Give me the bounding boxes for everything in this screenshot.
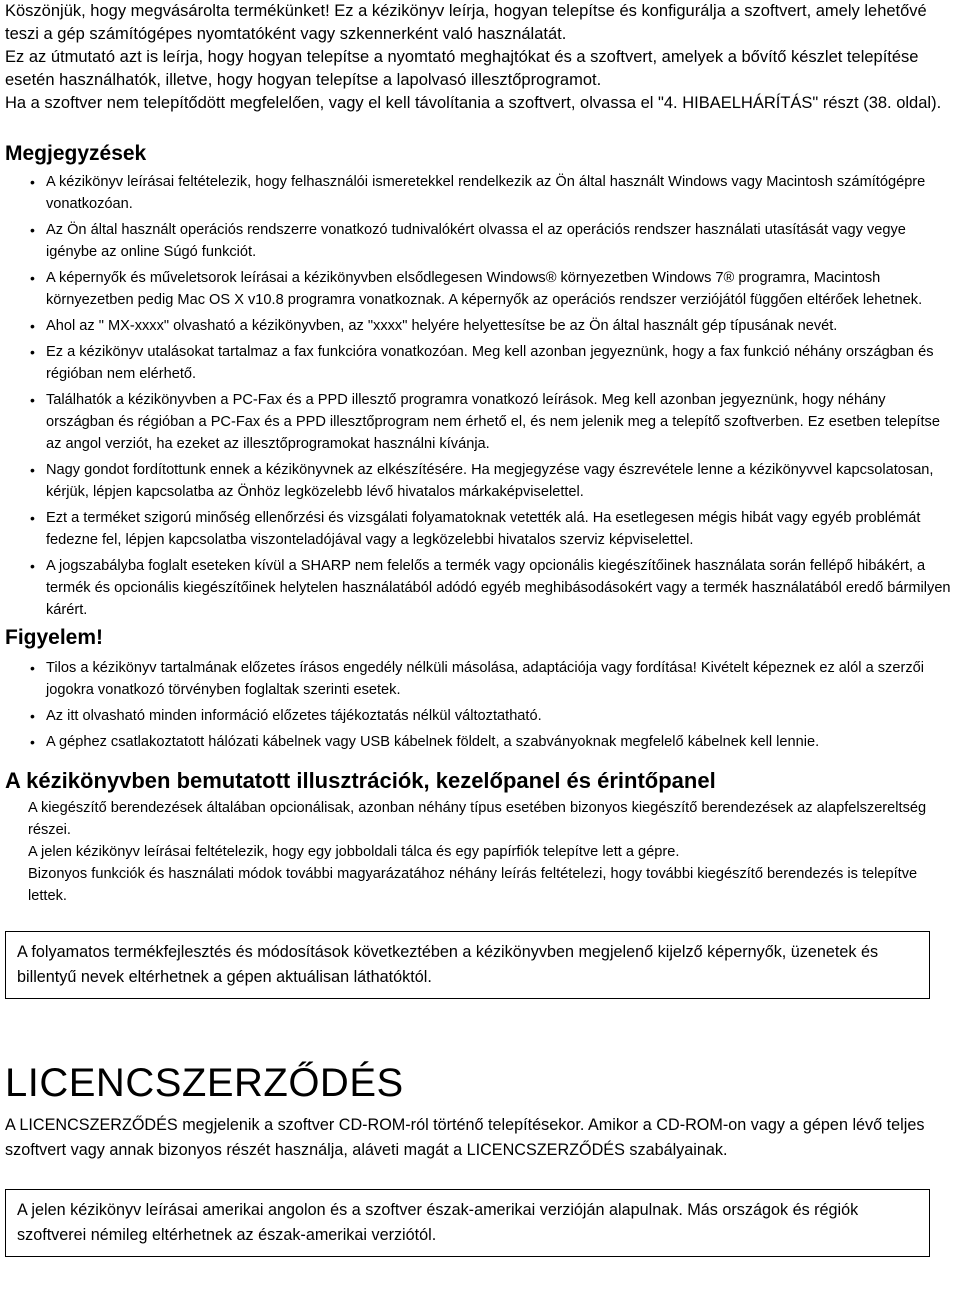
bullet-icon: • bbox=[30, 558, 35, 574]
illustrations-paragraph-1: A kiegészítő berendezések általában opcionálisak, azonban néhány típus esetében bizonyos kiegészítő berendezések az alapfelszereltség részei. bbox=[28, 800, 927, 838]
bullet-icon: • bbox=[30, 392, 35, 408]
warning-heading: Figyelem! bbox=[5, 626, 104, 649]
bullet-icon: • bbox=[30, 174, 35, 190]
bullet-icon: • bbox=[30, 510, 35, 526]
list-item: • Tilos a kézikönyv tartalmának előzetes írásos engedély nélküli másolása, adaptációja vagy fordítása! Kivételt képeznek ez alól a szerzői jogokra vonatkozó törvényben foglaltak szerinti esetek. bbox=[5, 657, 955, 701]
bullet-icon: • bbox=[30, 462, 35, 478]
bullet-icon: • bbox=[30, 660, 35, 676]
list-item: • Nagy gondot fordítottunk ennek a kézikönyvnek az elkészítésére. Ha megjegyzése vagy észrevétele lenne a kézikönyvvel kapcsolatosan, kérjük, lépjen kapcsolatba az Önhöz legközelebb lévő hivatalos márkaképviselettel. bbox=[5, 459, 955, 503]
license-notice-box: A jelen kézikönyv leírásai amerikai angolon és a szoftver észak-amerikai verzióján alapulnak. Más országok és régiók szoftverei némileg eltérhetnek az észak-amerikai verziótól. bbox=[5, 1189, 930, 1257]
notes-heading: Megjegyzések bbox=[5, 142, 147, 165]
license-paragraph: A LICENCSZERZŐDÉS megjelenik a szoftver CD-ROM-ról történő telepítésekor. Amikor a CD-ROM-on vagy a gépen lévő teljes szoftvert vagy annak bizonyos részét használja, aláveti magát a LICENCSZERZŐDÉS szabályainak. bbox=[5, 1116, 925, 1159]
list-item: • Ez a kézikönyv utalásokat tartalmaz a fax funkcióra vonatkozóan. Meg kell azonban jegyeznünk, hogy a fax funkció néhány országban és régióban nem elérhető. bbox=[5, 341, 955, 385]
illustrations-heading: A kézikönyvben bemutatott illusztrációk, kezelőpanel és érintőpanel bbox=[5, 768, 716, 793]
list-item: • Az Ön által használt operációs rendszerre vonatkozó tudnivalókért olvassa el az operációs rendszer használati utasítását vagy vegye igénybe az online Súgó funkciót. bbox=[5, 219, 955, 263]
notes-list bbox=[5, 171, 955, 621]
list-item: • Találhatók a kézikönyvben a PC-Fax és a PPD illesztő programra vonatkozó leírások. Meg kell azonban jegyeznünk, hogy néhány országban és régióban a PC-Fax és a PPD illesztőprogram nem érhető el, és nem jelenik meg a telepítő szoftverben. Ez esetben telepítse az angol verziót, ha ezeket az illesztőprogramokat használni kívánja. bbox=[5, 389, 955, 455]
intro-paragraph-3: Ha a szoftver nem telepítődött megfelelően, vagy el kell távolítania a szoftvert, olvassa el "4. HIBAELHÁRÍTÁS" részt (38. oldal). bbox=[5, 94, 942, 112]
illustrations-paragraph-3: Bizonyos funkciók és használati módok további magyarázatához néhány leírás feltételezi, hogy további kiegészítő berendezés is telepítve lettek. bbox=[28, 866, 918, 904]
list-item: • Ahol az " MX-xxxx" olvasható a kézikönyvben, az "xxxx" helyére helyettesítse be az Ön által használt gép típusának nevét. bbox=[5, 315, 955, 337]
illustrations-text bbox=[5, 797, 955, 907]
list-item: • A géphez csatlakoztatott hálózati kábelnek vagy USB kábelnek földelt, a szabványoknak megfelelő kábelnek kell lennie. bbox=[5, 731, 955, 753]
intro-paragraph-2: Ez az útmutató azt is leírja, hogy hogyan telepítse a nyomtató meghajtókat és a szoftvert, amelyek a bővítő készlet telepítése esetén használhatók, illetve, hogy hogyan telepítse a lapolvasó illesztőprogramot. bbox=[5, 48, 919, 89]
warning-list bbox=[5, 657, 955, 753]
list-item: • A jogszabályba foglalt eseteken kívül a SHARP nem felelős a termék vagy opcionális kiegészítőinek használata során fellépő hibákért, a termék és opcionális kiegészítőinek helytelen használatából adódó egyéb meghibásodásokért vagy a termék használatából eredő bármilyen kárért. bbox=[5, 555, 955, 621]
intro-paragraph-1: Köszönjük, hogy megvásárolta termékünket! Ez a kézikönyv leírja, hogyan telepítse és konfigurálja a szoftvert, amely lehetővé teszi a gép számítógépes nyomtatóként vagy szkennerként való használatát. bbox=[5, 2, 927, 43]
bullet-icon: • bbox=[30, 708, 35, 724]
illustrations-paragraph-2: A jelen kézikönyv leírásai feltételezik, hogy egy jobboldali tálca és egy papírfiók telepítve lett a gépre. bbox=[28, 844, 680, 860]
notice-box: A folyamatos termékfejlesztés és módosítások következtében a kézikönyvben megjelenő kijelző képernyők, üzenetek és billentyű nevek eltérhetnek a gépen aktuálisan láthatóktól. bbox=[5, 931, 930, 999]
list-item: • Ezt a terméket szigorú minőség ellenőrzési és vizsgálati folyamatoknak vetették alá. Ha esetlegesen mégis hibát vagy egyéb problémát fedezne fel, lépjen kapcsolatba viszonteladójával vagy a legközelebbi hivatalos szerviz képviselettel. bbox=[5, 507, 955, 551]
bullet-icon: • bbox=[30, 344, 35, 360]
list-item: • Az itt olvasható minden információ előzetes tájékoztatás nélkül változtatható. bbox=[5, 705, 955, 727]
list-item: • A kézikönyv leírásai feltételezik, hogy felhasználói ismeretekkel rendelkezik az Ön által használt Windows vagy Macintosh számítógépre vonatkozóan. bbox=[5, 171, 955, 215]
bullet-icon: • bbox=[30, 318, 35, 334]
list-item: • A képernyők és műveletsorok leírásai a kézikönyvben elsődlegesen Windows® környezetben Windows 7® programra, Macintosh környezetben pedig Mac OS X v10.8 programra vonatkoznak. A képernyők az operációs rendszer verziójától függően eltérőek lehetnek. bbox=[5, 267, 955, 311]
bullet-icon: • bbox=[30, 270, 35, 286]
bullet-icon: • bbox=[30, 734, 35, 750]
intro-section bbox=[5, 0, 955, 115]
bullet-icon: • bbox=[30, 222, 35, 238]
license-heading: LICENCSZERZŐDÉS bbox=[5, 1061, 404, 1105]
document-page bbox=[5, 0, 955, 1257]
license-text bbox=[5, 1113, 955, 1163]
